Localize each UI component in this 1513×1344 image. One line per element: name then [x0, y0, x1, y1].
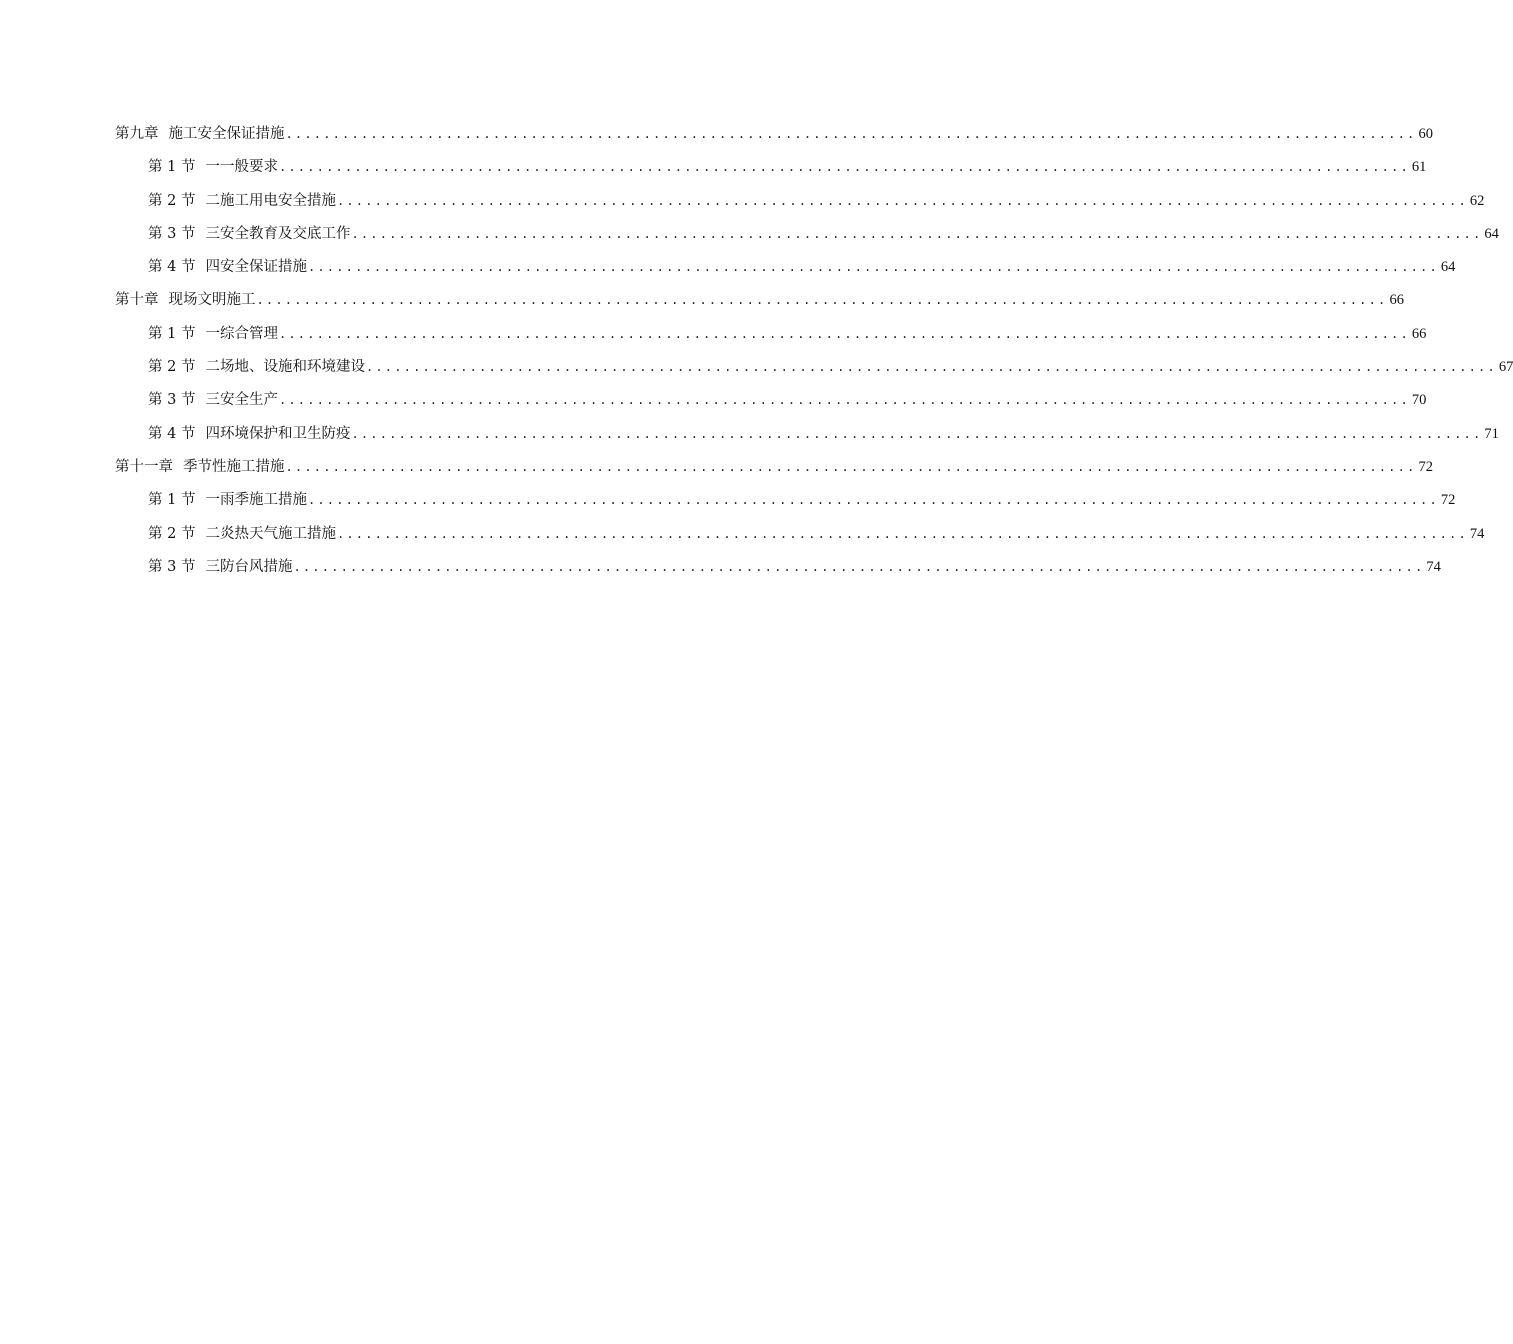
- toc-title: 三安全生产: [205, 392, 278, 409]
- dot-leader: ........................................................................................................................: [336, 193, 1468, 208]
- toc-page-number: 64: [1484, 225, 1499, 242]
- toc-section[interactable]: [115, 185, 1485, 218]
- toc-title: 二施工用电安全措施: [205, 192, 336, 209]
- toc-title: 施工安全保证措施: [168, 126, 285, 142]
- toc-number: 第 1 节: [148, 159, 196, 176]
- toc-number: 第 2 节: [148, 525, 196, 542]
- toc-section[interactable]: [115, 418, 1499, 451]
- toc-page-number: 72: [1418, 458, 1433, 475]
- dot-leader: ........................................................................................................................: [278, 393, 1410, 408]
- dot-leader: ........................................................................................................................: [278, 160, 1410, 175]
- table-of-contents: [115, 118, 1513, 584]
- dot-leader: ........................................................................................................................: [351, 226, 1483, 241]
- toc-section[interactable]: [115, 384, 1427, 417]
- toc-page-number: 71: [1484, 425, 1499, 442]
- toc-title: 二炎热天气施工措施: [205, 525, 336, 542]
- toc-page-number: 74: [1469, 525, 1485, 542]
- toc-page-number: 66: [1411, 325, 1427, 342]
- dot-leader: ........................................................................................................................: [336, 526, 1468, 541]
- toc-number: 第九章: [115, 126, 159, 142]
- toc-page-number: 62: [1469, 192, 1485, 209]
- toc-number: 第十一章: [115, 458, 173, 475]
- dot-leader: ........................................................................................................................: [307, 493, 1439, 508]
- toc-chapter-10[interactable]: [115, 284, 1404, 317]
- toc-section[interactable]: [115, 151, 1427, 184]
- toc-section[interactable]: [115, 251, 1456, 284]
- toc-title: 四环境保护和卫生防疫: [205, 425, 351, 442]
- toc-number: 第十章: [115, 292, 159, 309]
- toc-title: 现场文明施工: [168, 292, 256, 309]
- toc-page-number: 70: [1411, 392, 1427, 409]
- dot-leader: ........................................................................................................................: [278, 326, 1410, 341]
- toc-number: 第 3 节: [148, 558, 196, 575]
- dot-leader: ........................................................................................................................: [365, 360, 1497, 375]
- toc-number: 第 3 节: [148, 225, 196, 242]
- toc-number: 第 2 节: [148, 192, 196, 209]
- toc-page-number: 67: [1498, 359, 1513, 376]
- dot-leader: ........................................................................................................................: [307, 260, 1439, 275]
- dot-leader: ........................................................................................................................: [351, 426, 1483, 441]
- toc-page-number: 72: [1440, 492, 1456, 509]
- toc-page-number: 74: [1426, 558, 1441, 575]
- toc-number: 第 1 节: [148, 325, 196, 342]
- toc-section[interactable]: [115, 218, 1499, 251]
- dot-leader: ........................................................................................................................: [293, 559, 1425, 574]
- toc-number: 第 3 节: [148, 392, 196, 409]
- dot-leader: ........................................................................................................................: [285, 459, 1417, 474]
- toc-chapter-11[interactable]: [115, 451, 1433, 484]
- toc-number: 第 2 节: [148, 359, 196, 376]
- dot-leader: ........................................................................................................................: [256, 293, 1388, 308]
- toc-title: 二场地、设施和环境建设: [205, 359, 365, 376]
- toc-page-number: 60: [1418, 126, 1433, 142]
- toc-title: 一一般要求: [205, 159, 278, 176]
- toc-section[interactable]: [115, 484, 1456, 517]
- toc-title: 三安全教育及交底工作: [205, 225, 351, 242]
- toc-section[interactable]: [115, 518, 1485, 551]
- toc-number: 第 4 节: [148, 425, 196, 442]
- toc-page-number: 64: [1440, 259, 1456, 276]
- toc-title: 季节性施工措施: [183, 458, 285, 475]
- toc-title: 一综合管理: [205, 325, 278, 342]
- toc-page-number: 61: [1411, 159, 1427, 176]
- toc-section[interactable]: [115, 551, 1441, 584]
- toc-number: 第 1 节: [148, 492, 196, 509]
- toc-title: 四安全保证措施: [205, 259, 307, 276]
- toc-page-number: 66: [1389, 292, 1404, 309]
- toc-number: 第 4 节: [148, 259, 196, 276]
- toc-title: 一雨季施工措施: [205, 492, 307, 509]
- toc-section[interactable]: [115, 318, 1427, 351]
- dot-leader: ........................................................................................................................: [285, 127, 1417, 141]
- toc-section[interactable]: [115, 351, 1513, 384]
- toc-chapter-9[interactable]: [115, 118, 1433, 151]
- toc-title: 三防台风措施: [205, 558, 293, 575]
